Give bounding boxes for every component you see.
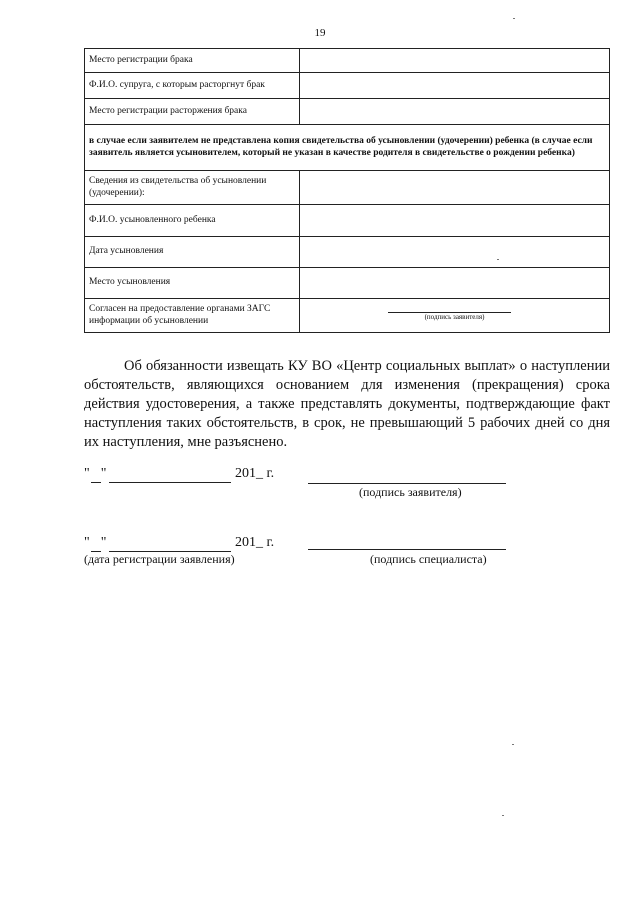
month-blank[interactable]	[109, 466, 231, 483]
field-divorce-place[interactable]	[300, 99, 610, 125]
month-blank[interactable]	[109, 535, 231, 552]
row-label-adopted-child-name: Ф.И.О. усыновленного ребенка	[85, 205, 300, 237]
applicant-date-line	[84, 466, 274, 483]
adoption-note: в случае если заявителем не представлена копия свидетельства об усыновлении (удочерении) ребенка (в случае если заявитель является усыновителем, который не указан в качестве родителя в свидетельстве о рождении ребенка)	[85, 125, 610, 171]
row-label-divorce-place: Место регистрации расторжения брака	[85, 99, 300, 125]
scan-speck	[502, 815, 504, 816]
table-row	[85, 73, 610, 99]
date-quote-open: "	[84, 466, 91, 481]
field-adopted-child-name[interactable]	[300, 205, 610, 237]
scan-speck	[497, 259, 499, 260]
table-row	[85, 49, 610, 73]
row-label-marriage-place: Место регистрации брака	[85, 49, 300, 73]
table-row	[85, 205, 610, 237]
obligation-paragraph: Об обязанности извещать КУ ВО «Центр социальных выплат» о наступлении обстоятельств, являющихся основанием для изменения (прекращения) срока действия удостоверения, а также представлять документы, подтверждающие факт наступления таких обстоятельств, в срок, не превышающий 5 рабочих дней со дня их наступления, мне разъяснено.	[84, 358, 610, 450]
day-blank[interactable]	[91, 535, 101, 552]
date-year: 201_ г.	[234, 466, 275, 481]
scan-speck	[512, 744, 514, 745]
date-quote-open: "	[84, 535, 91, 550]
specialist-signature-line[interactable]	[308, 549, 506, 550]
applicant-signature-caption: (подпись заявителя)	[359, 485, 462, 499]
consent-signature-field[interactable]	[300, 299, 610, 333]
applicant-signature-line[interactable]	[308, 483, 506, 484]
application-form-table	[84, 48, 610, 333]
field-adoption-certificate[interactable]	[300, 171, 610, 205]
table-row	[85, 99, 610, 125]
date-quote-close: "	[100, 535, 108, 550]
table-row	[85, 299, 610, 333]
table-row	[85, 237, 610, 268]
registration-date-line	[84, 535, 274, 552]
registration-date-caption: (дата регистрации заявления)	[84, 552, 235, 566]
row-label-adoption-place: Место усыновления	[85, 268, 300, 299]
date-year: 201_ г.	[234, 535, 275, 550]
field-adoption-date[interactable]	[300, 237, 610, 268]
consent-signature-caption: (подпись заявителя)	[424, 313, 485, 321]
specialist-signature-caption: (подпись специалиста)	[370, 552, 487, 566]
scan-speck	[513, 18, 515, 19]
table-row	[85, 171, 610, 205]
field-ex-spouse-name[interactable]	[300, 73, 610, 99]
field-marriage-place[interactable]	[300, 49, 610, 73]
row-label-adoption-certificate: Сведения из свидетельства об усыновлении (удочерении):	[85, 171, 300, 205]
table-row	[85, 268, 610, 299]
row-label-adoption-date: Дата усыновления	[85, 237, 300, 268]
table-row	[85, 125, 610, 171]
date-quote-close: "	[100, 466, 108, 481]
row-label-consent: Согласен на предоставление органами ЗАГС информации об усыновлении	[85, 299, 300, 333]
field-adoption-place[interactable]	[300, 268, 610, 299]
day-blank[interactable]	[91, 466, 101, 483]
row-label-ex-spouse-name: Ф.И.О. супруга, с которым расторгнут брак	[85, 73, 300, 99]
page-number: 19	[314, 27, 326, 39]
